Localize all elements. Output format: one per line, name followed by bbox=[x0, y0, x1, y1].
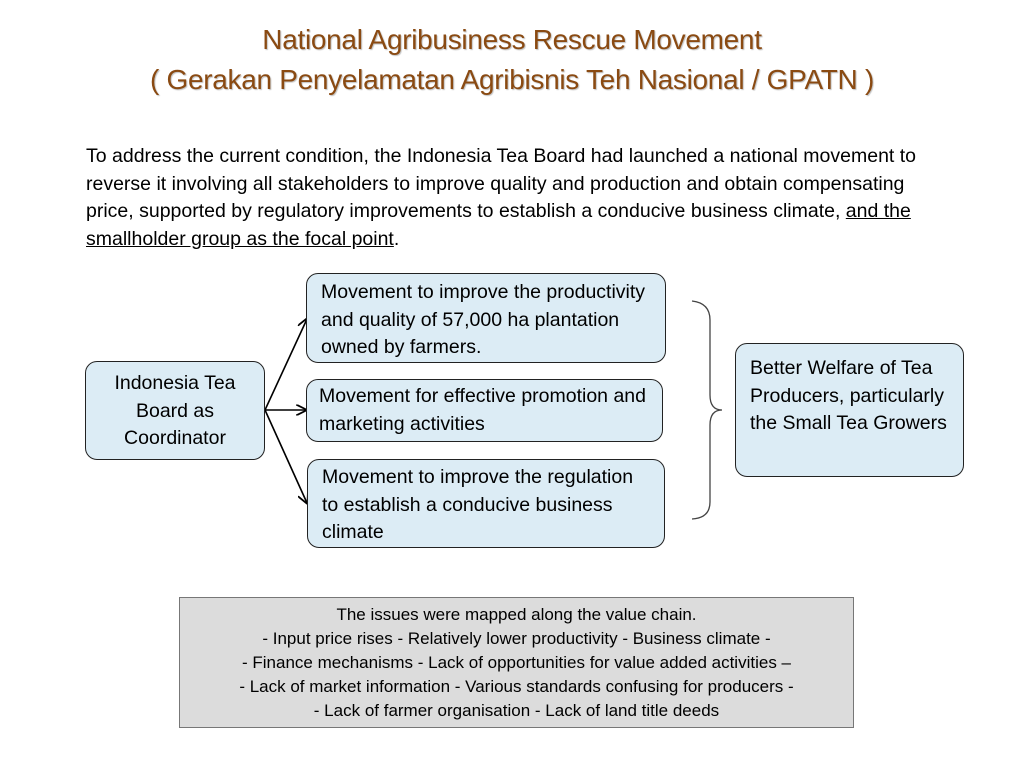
coordinator-label: Indonesia Tea Board as Coordinator bbox=[114, 372, 236, 449]
movement-box-regulation bbox=[307, 459, 665, 548]
issues-line: - Lack of market information - Various standards confusing for producers - bbox=[239, 677, 794, 696]
slide-subtitle: ( Gerakan Penyelamatan Agribisnis Teh Nasional / GPATN ) bbox=[150, 64, 874, 95]
intro-end: . bbox=[393, 227, 400, 250]
movement-box-productivity bbox=[306, 273, 666, 363]
coordinator-box bbox=[85, 361, 265, 460]
intro-text: To address the current condition, the Indonesia Tea Board had launched a national movement to reverse it involving all stakeholders to improve quality and production and obtain compensating price, supported by regulatory improvements to establish a conducive business climate, bbox=[86, 145, 917, 222]
issues-line: - Finance mechanisms - Lack of opportunities for value added activities – bbox=[242, 653, 791, 672]
outcome-box bbox=[735, 343, 964, 477]
arrow-to-movement-1 bbox=[265, 319, 307, 410]
issues-line: - Lack of farmer organisation - Lack of land title deeds bbox=[313, 701, 720, 720]
arrow-to-movement-3 bbox=[265, 410, 307, 503]
slide-title: National Agribusiness Rescue Movement bbox=[262, 24, 762, 55]
outcome-label: Better Welfare of Tea Producers, particularly the Small Tea Growers bbox=[750, 357, 947, 434]
movement-box-promotion bbox=[306, 379, 663, 442]
issues-box bbox=[179, 597, 854, 728]
movement-label: Movement to improve the productivity and quality of 57,000 ha plantation owned by farmers. bbox=[321, 281, 646, 358]
issues-line: - Input price rises - Relatively lower productivity - Business climate - bbox=[262, 629, 771, 648]
movement-label: Movement for effective promotion and marketing activities bbox=[319, 385, 646, 435]
curly-brace bbox=[692, 301, 722, 519]
movement-label: Movement to improve the regulation to establish a conducive business climate bbox=[322, 466, 634, 543]
intro-emphasis: and the smallholder group as the focal point bbox=[86, 200, 911, 250]
issues-heading: The issues were mapped along the value chain. bbox=[336, 605, 697, 624]
